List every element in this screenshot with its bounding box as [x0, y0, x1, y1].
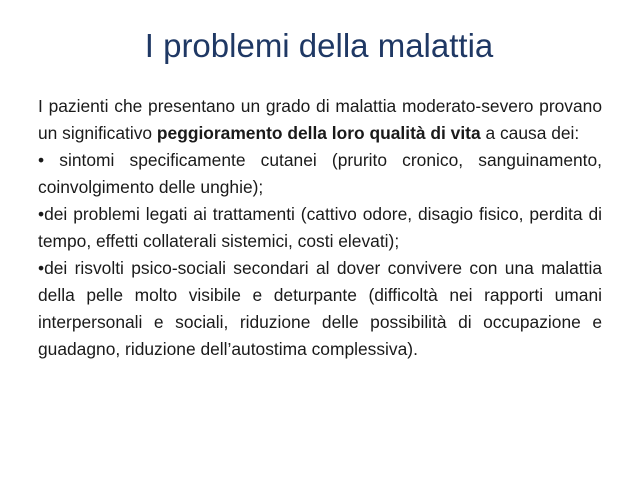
slide-title: I problemi della malattia [144, 27, 494, 64]
slide-body [38, 93, 602, 363]
bullet-symptoms: • sintomi specificamente cutanei (prurito cronico, sanguinamento, coinvolgimento delle unghie); [38, 150, 602, 197]
intro-text-after: a causa dei: [480, 123, 580, 143]
bullet-psychosocial: •dei risvolti psico-sociali secondari al dover convivere con una malattia della pelle molto visibile e deturpante (difficoltà nei rapporti umani interpersonali e sociali, riduzione delle possibilità di occupazione e guadagno, riduzione dell’autostima complessiva). [38, 258, 602, 359]
bullet-treatments: •dei problemi legati ai trattamenti (cattivo odore, disagio fisico, perdita di tempo, effetti collaterali sistemici, costi elevati); [38, 204, 602, 251]
intro-bold-text: peggioramento della loro qualità di vita [156, 123, 481, 143]
intro-text-before: I pazienti che presentano un grado di malattia moderato-severo provano un significativo [38, 96, 602, 143]
intro-paragraph [38, 93, 602, 147]
